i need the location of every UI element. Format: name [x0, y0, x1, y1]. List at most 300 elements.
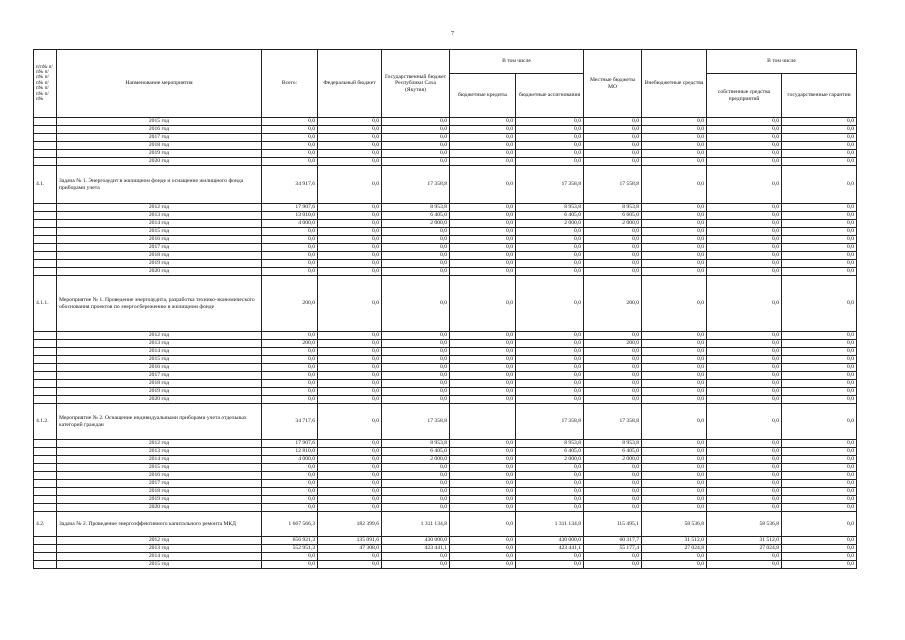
row-name: 2012 год	[57, 537, 262, 545]
year-row	[34, 480, 857, 488]
cell-assignments: 0,0	[516, 472, 584, 480]
row-name: 2015 год	[57, 118, 262, 126]
cell-local: 0,0	[584, 372, 642, 380]
row-code	[34, 348, 57, 356]
cell-assignments: 0,0	[516, 134, 584, 142]
cell-assignments: 0,0	[516, 276, 584, 332]
cell-federal: 0,0	[318, 472, 382, 480]
year-row	[34, 380, 857, 388]
cell-own: 0,0	[707, 372, 782, 380]
year-row	[34, 356, 857, 364]
cell-republic: 0,0	[382, 150, 450, 158]
cell-federal: 47 308,0	[318, 545, 382, 553]
row-code	[34, 372, 57, 380]
row-name: 2013 год	[57, 340, 262, 348]
row-code	[34, 134, 57, 142]
cell-own: 0,0	[707, 388, 782, 396]
cell-federal: 0,0	[318, 260, 382, 268]
cell-total: 0,0	[262, 142, 318, 150]
cell-credits: 0,0	[450, 472, 516, 480]
cell-own: 0,0	[707, 404, 782, 440]
row-name: 2014 год	[57, 456, 262, 464]
cell-total: 0,0	[262, 134, 318, 142]
cell-extra: 0,0	[642, 364, 707, 372]
cell-total: 0,0	[262, 126, 318, 134]
cell-own: 0,0	[707, 204, 782, 212]
cell-credits: 0,0	[450, 464, 516, 472]
row-name: 2020 год	[57, 268, 262, 276]
row-code: 4.1.1.	[34, 276, 57, 332]
cell-assignments: 0,0	[516, 118, 584, 126]
year-row	[34, 372, 857, 380]
row-code	[34, 126, 57, 134]
cell-republic: 0,0	[382, 244, 450, 252]
cell-own: 0,0	[707, 142, 782, 150]
cell-credits: 0,0	[450, 260, 516, 268]
cell-federal: 0,0	[318, 126, 382, 134]
year-row	[34, 545, 857, 553]
row-name: 2018 год	[57, 488, 262, 496]
cell-republic: 0,0	[382, 332, 450, 340]
row-name: 2019 год	[57, 260, 262, 268]
cell-guarantees: 0,0	[782, 252, 857, 260]
cell-federal: 0,0	[318, 348, 382, 356]
cell-total: 0,0	[262, 380, 318, 388]
cell-own: 27 024,8	[707, 545, 782, 553]
row-code: 4.1.	[34, 166, 57, 204]
year-row	[34, 348, 857, 356]
row-code	[34, 388, 57, 396]
cell-federal: 0,0	[318, 158, 382, 166]
cell-federal: 0,0	[318, 396, 382, 404]
cell-credits: 0,0	[450, 380, 516, 388]
header-federal: Федеральный бюджет	[318, 50, 382, 118]
cell-credits: 0,0	[450, 456, 516, 464]
cell-guarantees: 0,0	[782, 158, 857, 166]
cell-federal: 0,0	[318, 150, 382, 158]
cell-assignments: 17 358,8	[516, 404, 584, 440]
section-row	[34, 166, 857, 204]
row-name: 2020 год	[57, 158, 262, 166]
year-row	[34, 388, 857, 396]
cell-extra: 0,0	[642, 372, 707, 380]
cell-assignments: 0,0	[516, 260, 584, 268]
cell-federal: 0,0	[318, 404, 382, 440]
cell-republic: 0,0	[382, 252, 450, 260]
row-name: Задача № 1. Энергоаудит в жилищном фонде и оснащение жилищного фонда приборами учета	[57, 166, 262, 204]
year-row	[34, 236, 857, 244]
cell-assignments: 8 953,8	[516, 204, 584, 212]
cell-federal: 0,0	[318, 228, 382, 236]
cell-local: 0,0	[584, 268, 642, 276]
cell-total: 0,0	[262, 236, 318, 244]
cell-local: 8 953,8	[584, 440, 642, 448]
cell-own: 0,0	[707, 380, 782, 388]
cell-extra: 0,0	[642, 348, 707, 356]
cell-assignments: 0,0	[516, 380, 584, 388]
cell-assignments: 0,0	[516, 396, 584, 404]
cell-guarantees: 0,0	[782, 126, 857, 134]
cell-guarantees: 0,0	[782, 332, 857, 340]
cell-republic: 0,0	[382, 126, 450, 134]
cell-credits: 0,0	[450, 496, 516, 504]
cell-credits: 0,0	[450, 134, 516, 142]
cell-local: 0,0	[584, 396, 642, 404]
cell-guarantees: 0,0	[782, 212, 857, 220]
cell-own: 0,0	[707, 228, 782, 236]
year-row	[34, 126, 857, 134]
row-code	[34, 260, 57, 268]
cell-guarantees: 0,0	[782, 404, 857, 440]
cell-own: 0,0	[707, 488, 782, 496]
cell-total: 0,0	[262, 496, 318, 504]
year-row	[34, 260, 857, 268]
cell-local: 115 495,1	[584, 512, 642, 537]
cell-extra: 0,0	[642, 142, 707, 150]
row-code	[34, 496, 57, 504]
cell-local: 6 605,0	[584, 212, 642, 220]
row-code	[34, 480, 57, 488]
row-code	[34, 561, 57, 569]
cell-assignments: 0,0	[516, 252, 584, 260]
cell-guarantees: 0,0	[782, 464, 857, 472]
cell-extra: 0,0	[642, 448, 707, 456]
cell-credits: 0,0	[450, 158, 516, 166]
cell-federal: 0,0	[318, 464, 382, 472]
row-name: 2016 год	[57, 472, 262, 480]
cell-republic: 0,0	[382, 553, 450, 561]
year-row	[34, 332, 857, 340]
cell-guarantees: 0,0	[782, 456, 857, 464]
cell-extra: 0,0	[642, 496, 707, 504]
cell-guarantees: 0,0	[782, 150, 857, 158]
header-code: п/п№ п/п№ п/п№ п/п№ п/п№ п/п№ п/п№	[34, 50, 57, 118]
cell-own: 0,0	[707, 134, 782, 142]
cell-republic: 6 405,0	[382, 448, 450, 456]
cell-republic: 0,0	[382, 396, 450, 404]
year-row	[34, 364, 857, 372]
cell-own: 0,0	[707, 220, 782, 228]
cell-local: 2 000,0	[584, 220, 642, 228]
cell-extra: 0,0	[642, 158, 707, 166]
cell-total: 0,0	[262, 364, 318, 372]
cell-local: 0,0	[584, 118, 642, 126]
row-name: 2012 год	[57, 204, 262, 212]
cell-total: 0,0	[262, 396, 318, 404]
cell-extra: 0,0	[642, 260, 707, 268]
cell-credits: 0,0	[450, 332, 516, 340]
cell-total: 13 010,0	[262, 212, 318, 220]
cell-extra: 0,0	[642, 212, 707, 220]
cell-republic: 2 000,0	[382, 220, 450, 228]
cell-credits: 0,0	[450, 553, 516, 561]
cell-extra: 0,0	[642, 228, 707, 236]
cell-total: 0,0	[262, 372, 318, 380]
cell-guarantees: 0,0	[782, 448, 857, 456]
cell-extra: 0,0	[642, 464, 707, 472]
cell-local: 60 317,7	[584, 537, 642, 545]
cell-total: 34 917,6	[262, 166, 318, 204]
cell-assignments: 17 358,8	[516, 166, 584, 204]
cell-extra: 0,0	[642, 244, 707, 252]
cell-own: 0,0	[707, 496, 782, 504]
cell-local: 0,0	[584, 134, 642, 142]
cell-total: 0,0	[262, 553, 318, 561]
cell-own: 0,0	[707, 252, 782, 260]
cell-credits: 0,0	[450, 252, 516, 260]
row-name: 2019 год	[57, 150, 262, 158]
row-code	[34, 396, 57, 404]
row-name: 2018 год	[57, 142, 262, 150]
cell-own: 58 536,8	[707, 512, 782, 537]
cell-credits: 0,0	[450, 220, 516, 228]
cell-credits: 0,0	[450, 488, 516, 496]
cell-local: 17 358,8	[584, 404, 642, 440]
cell-total: 34 717,6	[262, 404, 318, 440]
cell-local: 0,0	[584, 480, 642, 488]
row-code	[34, 118, 57, 126]
row-code: 4.2.	[34, 512, 57, 537]
cell-republic: 0,0	[382, 504, 450, 512]
cell-federal: 0,0	[318, 220, 382, 228]
row-name: 2017 год	[57, 372, 262, 380]
cell-total: 4 000,0	[262, 456, 318, 464]
cell-local: 0,0	[584, 126, 642, 134]
cell-own: 0,0	[707, 260, 782, 268]
cell-assignments: 6 405,0	[516, 212, 584, 220]
cell-guarantees: 0,0	[782, 236, 857, 244]
cell-federal: 0,0	[318, 440, 382, 448]
cell-credits: 0,0	[450, 236, 516, 244]
cell-republic: 17 358,8	[382, 404, 450, 440]
cell-own: 0,0	[707, 118, 782, 126]
header-total: Всего:	[262, 50, 318, 118]
row-code	[34, 150, 57, 158]
cell-extra: 0,0	[642, 356, 707, 364]
row-name: 2013 год	[57, 212, 262, 220]
cell-assignments: 0,0	[516, 553, 584, 561]
cell-total: 0,0	[262, 252, 318, 260]
row-code	[34, 340, 57, 348]
cell-credits: 0,0	[450, 268, 516, 276]
cell-own: 0,0	[707, 158, 782, 166]
year-row	[34, 212, 857, 220]
cell-local: 0,0	[584, 388, 642, 396]
cell-local: 8 953,8	[584, 204, 642, 212]
cell-local: 200,0	[584, 276, 642, 332]
cell-assignments: 0,0	[516, 340, 584, 348]
cell-credits: 0,0	[450, 448, 516, 456]
cell-total: 0,0	[262, 480, 318, 488]
cell-federal: 0,0	[318, 488, 382, 496]
cell-own: 0,0	[707, 332, 782, 340]
row-name: 2019 год	[57, 496, 262, 504]
header-local: Местные бюджеты МО	[584, 50, 642, 118]
cell-republic: 8 953,8	[382, 440, 450, 448]
cell-total: 0,0	[262, 118, 318, 126]
cell-federal: 0,0	[318, 118, 382, 126]
year-row	[34, 142, 857, 150]
cell-local: 0,0	[584, 348, 642, 356]
cell-local: 0,0	[584, 244, 642, 252]
cell-own: 0,0	[707, 504, 782, 512]
cell-extra: 0,0	[642, 380, 707, 388]
cell-local: 0,0	[584, 464, 642, 472]
row-name: 2013 год	[57, 545, 262, 553]
cell-credits: 0,0	[450, 348, 516, 356]
cell-guarantees: 0,0	[782, 380, 857, 388]
cell-federal: 0,0	[318, 480, 382, 488]
cell-federal: 0,0	[318, 166, 382, 204]
year-row	[34, 340, 857, 348]
cell-republic: 0,0	[382, 364, 450, 372]
cell-credits: 0,0	[450, 372, 516, 380]
cell-credits: 0,0	[450, 126, 516, 134]
cell-own: 0,0	[707, 356, 782, 364]
row-name: 2016 год	[57, 236, 262, 244]
cell-federal: 0,0	[318, 212, 382, 220]
cell-federal: 0,0	[318, 456, 382, 464]
cell-assignments: 0,0	[516, 488, 584, 496]
cell-credits: 0,0	[450, 537, 516, 545]
cell-federal: 0,0	[318, 388, 382, 396]
cell-total: 552 951,3	[262, 545, 318, 553]
cell-total: 0,0	[262, 260, 318, 268]
cell-total: 0,0	[262, 228, 318, 236]
cell-own: 0,0	[707, 553, 782, 561]
header-guarantees: государственные гарантии	[782, 74, 857, 118]
cell-total: 0,0	[262, 561, 318, 569]
row-code	[34, 268, 57, 276]
cell-guarantees: 0,0	[782, 166, 857, 204]
cell-federal: 0,0	[318, 134, 382, 142]
cell-federal: 0,0	[318, 364, 382, 372]
cell-local: 0,0	[584, 236, 642, 244]
cell-guarantees: 0,0	[782, 276, 857, 332]
row-name: 2018 год	[57, 252, 262, 260]
row-name: 2017 год	[57, 480, 262, 488]
row-code	[34, 356, 57, 364]
cell-total: 4 000,0	[262, 220, 318, 228]
cell-local: 55 177,4	[584, 545, 642, 553]
cell-own: 0,0	[707, 348, 782, 356]
row-code	[34, 545, 57, 553]
cell-guarantees: 0,0	[782, 496, 857, 504]
cell-total: 17 907,6	[262, 440, 318, 448]
cell-local: 0,0	[584, 488, 642, 496]
cell-republic: 430 000,0	[382, 537, 450, 545]
row-code	[34, 456, 57, 464]
cell-federal: 0,0	[318, 236, 382, 244]
cell-assignments: 0,0	[516, 268, 584, 276]
cell-extra: 0,0	[642, 553, 707, 561]
cell-extra: 0,0	[642, 404, 707, 440]
cell-credits	[450, 404, 516, 440]
cell-total: 12 810,0	[262, 448, 318, 456]
cell-credits: 0,0	[450, 212, 516, 220]
cell-credits: 0,0	[450, 545, 516, 553]
cell-republic: 0,0	[382, 464, 450, 472]
cell-credits: 0,0	[450, 396, 516, 404]
cell-federal: 0,0	[318, 340, 382, 348]
cell-assignments: 0,0	[516, 356, 584, 364]
cell-own: 31 512,0	[707, 537, 782, 545]
cell-own: 0,0	[707, 126, 782, 134]
cell-own: 0,0	[707, 268, 782, 276]
cell-guarantees: 0,0	[782, 142, 857, 150]
cell-own: 0,0	[707, 472, 782, 480]
row-code	[34, 220, 57, 228]
row-name: 2016 год	[57, 126, 262, 134]
cell-guarantees: 0,0	[782, 268, 857, 276]
cell-assignments: 0,0	[516, 244, 584, 252]
cell-republic: 0,0	[382, 372, 450, 380]
row-name: 2017 год	[57, 244, 262, 252]
cell-extra: 0,0	[642, 340, 707, 348]
cell-total: 0,0	[262, 332, 318, 340]
cell-federal: 0,0	[318, 448, 382, 456]
cell-assignments: 8 953,8	[516, 440, 584, 448]
cell-total: 0,0	[262, 268, 318, 276]
year-row	[34, 204, 857, 212]
cell-total: 200,0	[262, 276, 318, 332]
year-row	[34, 496, 857, 504]
row-code	[34, 236, 57, 244]
cell-own: 0,0	[707, 448, 782, 456]
cell-own: 0,0	[707, 480, 782, 488]
cell-republic: 0,0	[382, 356, 450, 364]
cell-local: 2 000,0	[584, 456, 642, 464]
cell-assignments: 0,0	[516, 496, 584, 504]
row-name: 2020 год	[57, 396, 262, 404]
section-row	[34, 512, 857, 537]
cell-republic: 0,0	[382, 488, 450, 496]
cell-total: 17 907,6	[262, 204, 318, 212]
cell-republic: 0,0	[382, 340, 450, 348]
row-name: 2017 год	[57, 134, 262, 142]
cell-local: 17 558,8	[584, 166, 642, 204]
cell-local: 0,0	[584, 504, 642, 512]
cell-federal: 0,0	[318, 504, 382, 512]
cell-assignments: 0,0	[516, 388, 584, 396]
cell-republic: 0,0	[382, 260, 450, 268]
cell-extra: 0,0	[642, 118, 707, 126]
cell-own: 0,0	[707, 150, 782, 158]
cell-credits: 0,0	[450, 440, 516, 448]
cell-guarantees: 0,0	[782, 228, 857, 236]
cell-federal: 0,0	[318, 142, 382, 150]
cell-total: 0,0	[262, 472, 318, 480]
cell-guarantees: 0,0	[782, 388, 857, 396]
cell-federal: 0,0	[318, 553, 382, 561]
cell-local: 0,0	[584, 158, 642, 166]
cell-republic: 0,0	[382, 276, 450, 332]
cell-federal: 0,0	[318, 268, 382, 276]
year-row	[34, 118, 857, 126]
header-name: Наименование мероприятия	[57, 50, 262, 118]
cell-own: 0,0	[707, 340, 782, 348]
cell-own: 0,0	[707, 561, 782, 569]
row-name: 2016 год	[57, 364, 262, 372]
cell-assignments: 0,0	[516, 480, 584, 488]
row-code	[34, 364, 57, 372]
year-row	[34, 134, 857, 142]
row-code	[34, 488, 57, 496]
cell-credits: 0,0	[450, 276, 516, 332]
cell-republic: 0,0	[382, 348, 450, 356]
cell-republic: 0,0	[382, 118, 450, 126]
cell-total: 0,0	[262, 356, 318, 364]
